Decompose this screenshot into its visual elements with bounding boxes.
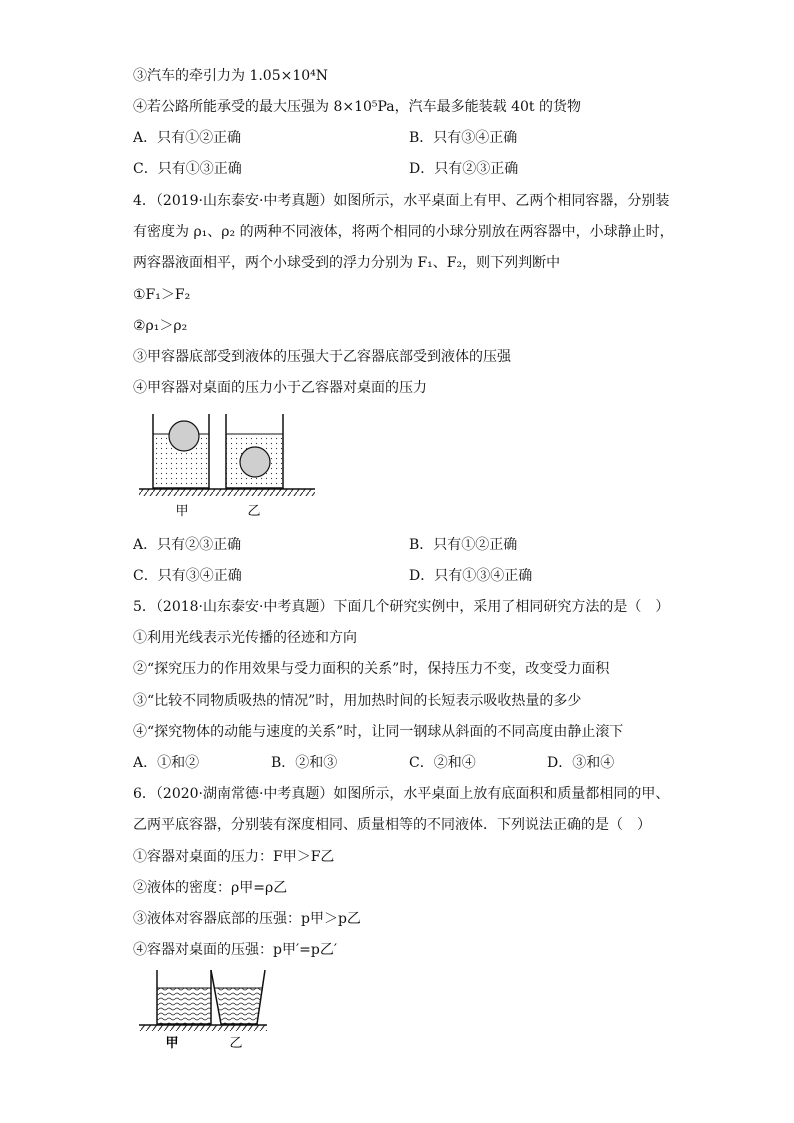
label-jia: 甲 [165,1036,179,1051]
jia-ball [169,421,199,451]
q4-item-1: ①F₁＞F₂ [133,287,191,303]
q6-containers-figure [135,966,275,1052]
label-yi: 乙 [229,1036,243,1051]
q4-option-a: A．只有②③正确 [133,537,242,553]
q6-item-4: ④容器对桌面的压强：p甲′=p乙′ [133,942,338,958]
q3-item-3: ③汽车的牵引力为 1.05×10⁴N [133,68,329,84]
q6-item-1: ①容器对桌面的压力：F甲＞F乙 [133,849,335,865]
q5-item-4: ④“探究物体的动能与速度的关系”时，让同一钢球从斜面的不同高度由静止滚下 [133,724,624,740]
q4-containers-figure [135,412,320,520]
q5-item-2: ②“探究压力的作用效果与受力面积的关系”时，保持压力不变，改变受力面积 [133,661,610,677]
q5-option-c: C．②和④ [409,755,476,771]
label-yi: 乙 [247,504,261,519]
q5-option-b: B．②和③ [271,755,338,771]
q6-stem-line-2: 乙两平底容器，分别装有深度相同、质量相等的不同液体．下列说法正确的是（ ） [133,817,651,833]
q4-option-d: D．只有①③④正确 [409,568,533,584]
q4-item-2: ②ρ₁＞ρ₂ [133,318,188,334]
q5-option-d: D．③和④ [547,755,615,771]
q4-item-3: ③甲容器底部受到液体的压强大于乙容器底部受到液体的压强 [133,349,511,365]
q5-stem: 5．（2018·山东泰安·中考真题）下面几个研究实例中，采用了相同研究方法的是（ ） [133,599,670,615]
label-jia: 甲 [175,504,189,519]
q3-option-c: C．只有①③正确 [133,161,242,177]
q6-item-2: ②液体的密度：ρ甲=ρ乙 [133,880,288,896]
q3-item-4: ④若公路所能承受的最大压强为 8×10⁵Pa，汽车最多能装载 40t 的货物 [133,99,581,115]
q5-item-3: ③“比较不同物质吸热的情况”时，用加热时间的长短表示吸收热量的多少 [133,693,582,709]
table-hatch [139,1025,267,1031]
q4-stem-line-2: 有密度为 ρ₁、ρ₂ 的两种不同液体，将两个相同的小球分别放在两容器中，小球静止时， [133,224,674,240]
q5-item-1: ①利用光线表示光传播的径迹和方向 [133,630,357,646]
yi-ball [240,447,270,477]
q3-option-d: D．只有②③正确 [409,161,519,177]
q4-item-4: ④甲容器对桌面的压力小于乙容器对桌面的压力 [133,380,427,396]
q6-item-3: ③液体对容器底部的压强：p甲＞p乙 [133,911,361,927]
q4-option-c: C．只有③④正确 [133,568,242,584]
q3-option-a: A．只有①②正确 [133,130,242,146]
q3-option-b: B．只有③④正确 [409,130,518,146]
q4-stem-line-1: 4．（2019·山东泰安·中考真题）如图所示，水平桌面上有甲、乙两个相同容器，分别装 [133,193,670,209]
q4-stem-line-3: 两容器液面相平，两个小球受到的浮力分别为 F₁、F₂，则下列判断中 [133,255,561,271]
yi-liquid [217,988,263,1024]
q5-option-a: A．①和② [133,755,200,771]
q6-stem-line-1: 6．（2020·湖南常德·中考真题）如图所示，水平桌面上放有底面积和质量都相同的甲、 [133,786,670,802]
table-hatch [139,489,315,496]
q4-option-b: B．只有①②正确 [409,537,518,553]
jia-liquid [157,988,211,1024]
